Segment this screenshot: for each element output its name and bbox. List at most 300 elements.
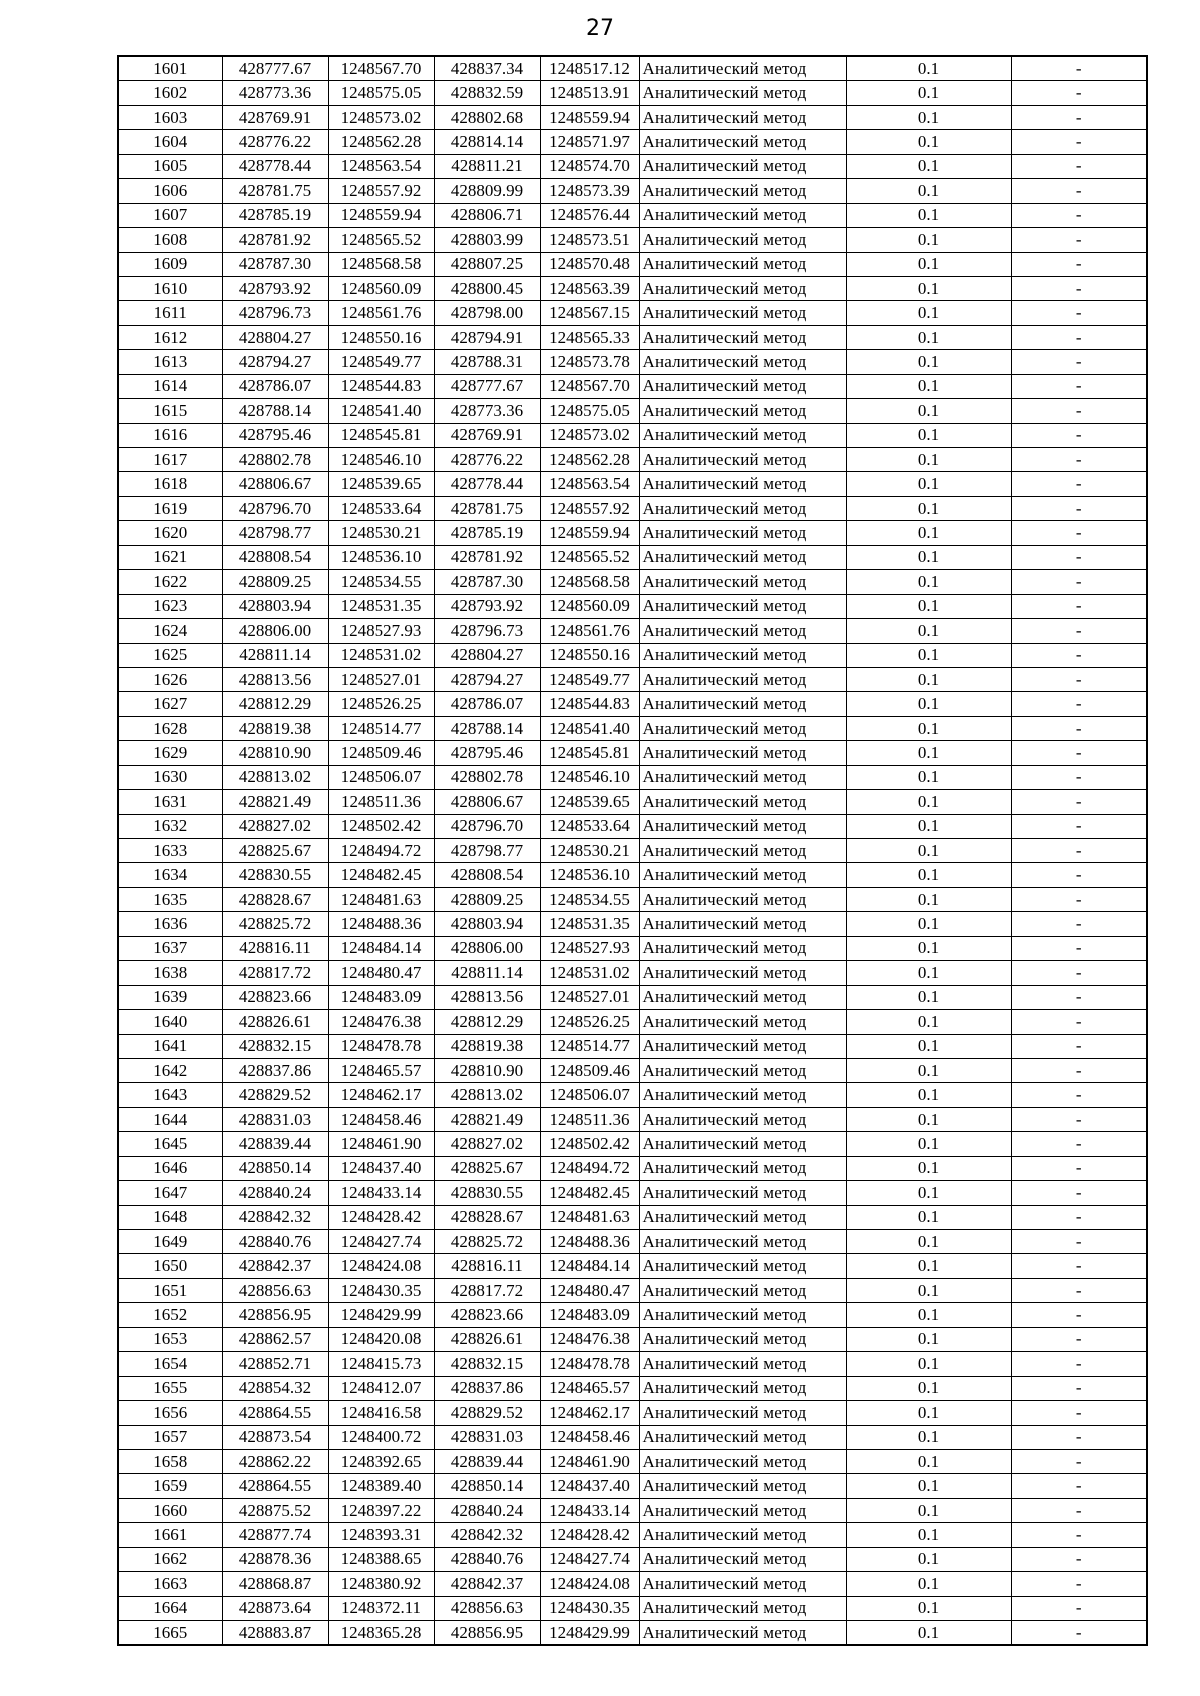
method-cell: Аналитический метод: [639, 423, 846, 447]
y1-cell: 1248458.46: [328, 1107, 434, 1131]
accuracy-cell: 0.1: [846, 350, 1011, 374]
y1-cell: 1248389.40: [328, 1474, 434, 1498]
point-number-cell: 1608: [118, 228, 222, 252]
table-row: [118, 1303, 1147, 1327]
x2-cell: 428842.32: [434, 1523, 540, 1547]
x2-cell: 428796.70: [434, 814, 540, 838]
point-number-cell: 1659: [118, 1474, 222, 1498]
accuracy-cell: 0.1: [846, 790, 1011, 814]
y1-cell: 1248416.58: [328, 1401, 434, 1425]
method-cell: Аналитический метод: [639, 252, 846, 276]
note-cell: -: [1011, 374, 1147, 398]
x1-cell: 428794.27: [222, 350, 328, 374]
y2-cell: 1248562.28: [540, 448, 639, 472]
y1-cell: 1248502.42: [328, 814, 434, 838]
x1-cell: 428854.32: [222, 1376, 328, 1400]
table-row: [118, 1107, 1147, 1131]
point-number-cell: 1607: [118, 203, 222, 227]
method-cell: Аналитический метод: [639, 325, 846, 349]
note-cell: -: [1011, 1205, 1147, 1229]
method-cell: Аналитический метод: [639, 399, 846, 423]
note-cell: -: [1011, 716, 1147, 740]
note-cell: -: [1011, 130, 1147, 154]
x2-cell: 428802.68: [434, 105, 540, 129]
point-number-cell: 1658: [118, 1449, 222, 1473]
x1-cell: 428825.72: [222, 912, 328, 936]
y2-cell: 1248545.81: [540, 741, 639, 765]
point-number-cell: 1635: [118, 887, 222, 911]
method-cell: Аналитический метод: [639, 1181, 846, 1205]
table-row: [118, 1230, 1147, 1254]
x2-cell: 428821.49: [434, 1107, 540, 1131]
x1-cell: 428856.95: [222, 1303, 328, 1327]
accuracy-cell: 0.1: [846, 1621, 1011, 1646]
x1-cell: 428842.32: [222, 1205, 328, 1229]
accuracy-cell: 0.1: [846, 1181, 1011, 1205]
x1-cell: 428813.02: [222, 765, 328, 789]
x2-cell: 428803.99: [434, 228, 540, 252]
accuracy-cell: 0.1: [846, 912, 1011, 936]
y1-cell: 1248562.28: [328, 130, 434, 154]
y1-cell: 1248392.65: [328, 1449, 434, 1473]
accuracy-cell: 0.1: [846, 1327, 1011, 1351]
x1-cell: 428804.27: [222, 325, 328, 349]
note-cell: -: [1011, 56, 1147, 81]
method-cell: Аналитический метод: [639, 1230, 846, 1254]
method-cell: Аналитический метод: [639, 56, 846, 81]
y1-cell: 1248568.58: [328, 252, 434, 276]
table-row: [118, 1547, 1147, 1571]
note-cell: -: [1011, 863, 1147, 887]
x2-cell: 428842.37: [434, 1572, 540, 1596]
point-number-cell: 1626: [118, 667, 222, 691]
y1-cell: 1248527.01: [328, 667, 434, 691]
y2-cell: 1248429.99: [540, 1621, 639, 1646]
note-cell: -: [1011, 619, 1147, 643]
point-number-cell: 1638: [118, 961, 222, 985]
method-cell: Аналитический метод: [639, 1107, 846, 1131]
y2-cell: 1248437.40: [540, 1474, 639, 1498]
note-cell: -: [1011, 154, 1147, 178]
y2-cell: 1248539.65: [540, 790, 639, 814]
x2-cell: 428817.72: [434, 1278, 540, 1302]
x2-cell: 428827.02: [434, 1132, 540, 1156]
y1-cell: 1248412.07: [328, 1376, 434, 1400]
x1-cell: 428862.57: [222, 1327, 328, 1351]
table-row: [118, 448, 1147, 472]
x2-cell: 428806.00: [434, 936, 540, 960]
y2-cell: 1248527.01: [540, 985, 639, 1009]
table-row: [118, 1083, 1147, 1107]
accuracy-cell: 0.1: [846, 1278, 1011, 1302]
method-cell: Аналитический метод: [639, 1254, 846, 1278]
method-cell: Аналитический метод: [639, 1058, 846, 1082]
y1-cell: 1248415.73: [328, 1352, 434, 1376]
x1-cell: 428840.76: [222, 1230, 328, 1254]
table-row: [118, 912, 1147, 936]
method-cell: Аналитический метод: [639, 839, 846, 863]
method-cell: Аналитический метод: [639, 667, 846, 691]
x2-cell: 428800.45: [434, 276, 540, 300]
table-row: [118, 570, 1147, 594]
point-number-cell: 1646: [118, 1156, 222, 1180]
x1-cell: 428785.19: [222, 203, 328, 227]
note-cell: -: [1011, 692, 1147, 716]
table-row: [118, 741, 1147, 765]
method-cell: Аналитический метод: [639, 814, 846, 838]
y1-cell: 1248393.31: [328, 1523, 434, 1547]
y2-cell: 1248541.40: [540, 716, 639, 740]
note-cell: -: [1011, 570, 1147, 594]
y1-cell: 1248420.08: [328, 1327, 434, 1351]
note-cell: -: [1011, 545, 1147, 569]
method-cell: Аналитический метод: [639, 1547, 846, 1571]
x1-cell: 428781.75: [222, 179, 328, 203]
x1-cell: 428832.15: [222, 1034, 328, 1058]
accuracy-cell: 0.1: [846, 1205, 1011, 1229]
accuracy-cell: 0.1: [846, 716, 1011, 740]
y1-cell: 1248514.77: [328, 716, 434, 740]
table-row: [118, 521, 1147, 545]
y1-cell: 1248539.65: [328, 472, 434, 496]
x2-cell: 428816.11: [434, 1254, 540, 1278]
note-cell: -: [1011, 839, 1147, 863]
method-cell: Аналитический метод: [639, 1278, 846, 1302]
table-row: [118, 619, 1147, 643]
method-cell: Аналитический метод: [639, 1621, 846, 1646]
point-number-cell: 1640: [118, 1010, 222, 1034]
x1-cell: 428816.11: [222, 936, 328, 960]
accuracy-cell: 0.1: [846, 130, 1011, 154]
x1-cell: 428864.55: [222, 1401, 328, 1425]
method-cell: Аналитический метод: [639, 1303, 846, 1327]
y2-cell: 1248534.55: [540, 887, 639, 911]
table-row: [118, 105, 1147, 129]
y2-cell: 1248571.97: [540, 130, 639, 154]
table-row: [118, 179, 1147, 203]
y2-cell: 1248573.51: [540, 228, 639, 252]
table-row: [118, 325, 1147, 349]
y2-cell: 1248563.39: [540, 276, 639, 300]
x1-cell: 428809.25: [222, 570, 328, 594]
y1-cell: 1248462.17: [328, 1083, 434, 1107]
y2-cell: 1248433.14: [540, 1498, 639, 1522]
table-row: [118, 472, 1147, 496]
y2-cell: 1248531.02: [540, 961, 639, 985]
accuracy-cell: 0.1: [846, 1523, 1011, 1547]
point-number-cell: 1648: [118, 1205, 222, 1229]
table-row: [118, 1572, 1147, 1596]
y1-cell: 1248380.92: [328, 1572, 434, 1596]
y2-cell: 1248461.90: [540, 1449, 639, 1473]
y1-cell: 1248478.78: [328, 1034, 434, 1058]
method-cell: Аналитический метод: [639, 1205, 846, 1229]
note-cell: -: [1011, 350, 1147, 374]
accuracy-cell: 0.1: [846, 228, 1011, 252]
y1-cell: 1248530.21: [328, 521, 434, 545]
method-cell: Аналитический метод: [639, 619, 846, 643]
accuracy-cell: 0.1: [846, 472, 1011, 496]
table-row: [118, 936, 1147, 960]
x1-cell: 428806.00: [222, 619, 328, 643]
point-number-cell: 1627: [118, 692, 222, 716]
accuracy-cell: 0.1: [846, 374, 1011, 398]
x2-cell: 428811.14: [434, 961, 540, 985]
point-number-cell: 1647: [118, 1181, 222, 1205]
y1-cell: 1248549.77: [328, 350, 434, 374]
x2-cell: 428796.73: [434, 619, 540, 643]
point-number-cell: 1639: [118, 985, 222, 1009]
y2-cell: 1248565.33: [540, 325, 639, 349]
method-cell: Аналитический метод: [639, 130, 846, 154]
accuracy-cell: 0.1: [846, 179, 1011, 203]
note-cell: -: [1011, 1547, 1147, 1571]
table-row: [118, 1034, 1147, 1058]
method-cell: Аналитический метод: [639, 496, 846, 520]
point-number-cell: 1625: [118, 643, 222, 667]
y1-cell: 1248536.10: [328, 545, 434, 569]
method-cell: Аналитический метод: [639, 1596, 846, 1620]
table-row: [118, 839, 1147, 863]
x2-cell: 428788.31: [434, 350, 540, 374]
accuracy-cell: 0.1: [846, 985, 1011, 1009]
accuracy-cell: 0.1: [846, 1107, 1011, 1131]
x1-cell: 428802.78: [222, 448, 328, 472]
method-cell: Аналитический метод: [639, 1425, 846, 1449]
table-row: [118, 496, 1147, 520]
note-cell: -: [1011, 790, 1147, 814]
x2-cell: 428785.19: [434, 521, 540, 545]
note-cell: -: [1011, 1498, 1147, 1522]
y2-cell: 1248549.77: [540, 667, 639, 691]
x1-cell: 428773.36: [222, 81, 328, 105]
accuracy-cell: 0.1: [846, 399, 1011, 423]
table-row: [118, 1352, 1147, 1376]
x2-cell: 428788.14: [434, 716, 540, 740]
x2-cell: 428832.59: [434, 81, 540, 105]
note-cell: -: [1011, 1401, 1147, 1425]
accuracy-cell: 0.1: [846, 301, 1011, 325]
note-cell: -: [1011, 1327, 1147, 1351]
point-number-cell: 1663: [118, 1572, 222, 1596]
method-cell: Аналитический метод: [639, 1401, 846, 1425]
x1-cell: 428839.44: [222, 1132, 328, 1156]
point-number-cell: 1610: [118, 276, 222, 300]
y2-cell: 1248565.52: [540, 545, 639, 569]
method-cell: Аналитический метод: [639, 790, 846, 814]
x2-cell: 428837.86: [434, 1376, 540, 1400]
note-cell: -: [1011, 1107, 1147, 1131]
method-cell: Аналитический метод: [639, 863, 846, 887]
table-row: [118, 1449, 1147, 1473]
method-cell: Аналитический метод: [639, 179, 846, 203]
point-number-cell: 1637: [118, 936, 222, 960]
point-number-cell: 1601: [118, 56, 222, 81]
y1-cell: 1248546.10: [328, 448, 434, 472]
method-cell: Аналитический метод: [639, 716, 846, 740]
x1-cell: 428811.14: [222, 643, 328, 667]
x2-cell: 428810.90: [434, 1058, 540, 1082]
x2-cell: 428803.94: [434, 912, 540, 936]
table-row: [118, 765, 1147, 789]
note-cell: -: [1011, 252, 1147, 276]
method-cell: Аналитический метод: [639, 643, 846, 667]
note-cell: -: [1011, 1474, 1147, 1498]
y1-cell: 1248482.45: [328, 863, 434, 887]
table-row: [118, 1376, 1147, 1400]
point-number-cell: 1664: [118, 1596, 222, 1620]
method-cell: Аналитический метод: [639, 374, 846, 398]
y2-cell: 1248430.35: [540, 1596, 639, 1620]
x1-cell: 428813.56: [222, 667, 328, 691]
y2-cell: 1248484.14: [540, 1254, 639, 1278]
x2-cell: 428793.92: [434, 594, 540, 618]
method-cell: Аналитический метод: [639, 1352, 846, 1376]
x1-cell: 428883.87: [222, 1621, 328, 1646]
y2-cell: 1248506.07: [540, 1083, 639, 1107]
y1-cell: 1248484.14: [328, 936, 434, 960]
note-cell: -: [1011, 1303, 1147, 1327]
x2-cell: 428773.36: [434, 399, 540, 423]
x1-cell: 428812.29: [222, 692, 328, 716]
point-number-cell: 1604: [118, 130, 222, 154]
x1-cell: 428873.64: [222, 1596, 328, 1620]
accuracy-cell: 0.1: [846, 643, 1011, 667]
note-cell: -: [1011, 276, 1147, 300]
accuracy-cell: 0.1: [846, 203, 1011, 227]
x2-cell: 428806.67: [434, 790, 540, 814]
point-number-cell: 1618: [118, 472, 222, 496]
note-cell: -: [1011, 1596, 1147, 1620]
note-cell: -: [1011, 961, 1147, 985]
point-number-cell: 1656: [118, 1401, 222, 1425]
table-row: [118, 1474, 1147, 1498]
y2-cell: 1248574.70: [540, 154, 639, 178]
y2-cell: 1248570.48: [540, 252, 639, 276]
method-cell: Аналитический метод: [639, 105, 846, 129]
note-cell: -: [1011, 1352, 1147, 1376]
note-cell: -: [1011, 814, 1147, 838]
y2-cell: 1248559.94: [540, 521, 639, 545]
accuracy-cell: 0.1: [846, 448, 1011, 472]
accuracy-cell: 0.1: [846, 1010, 1011, 1034]
note-cell: -: [1011, 1034, 1147, 1058]
method-cell: Аналитический метод: [639, 545, 846, 569]
point-number-cell: 1665: [118, 1621, 222, 1646]
table-row: [118, 887, 1147, 911]
accuracy-cell: 0.1: [846, 1425, 1011, 1449]
x1-cell: 428817.72: [222, 961, 328, 985]
method-cell: Аналитический метод: [639, 912, 846, 936]
table-row: [118, 81, 1147, 105]
table-row: [118, 276, 1147, 300]
point-number-cell: 1660: [118, 1498, 222, 1522]
y1-cell: 1248481.63: [328, 887, 434, 911]
x1-cell: 428777.67: [222, 56, 328, 81]
table-row: [118, 692, 1147, 716]
method-cell: Аналитический метод: [639, 81, 846, 105]
note-cell: -: [1011, 741, 1147, 765]
point-number-cell: 1649: [118, 1230, 222, 1254]
x1-cell: 428806.67: [222, 472, 328, 496]
x2-cell: 428831.03: [434, 1425, 540, 1449]
y2-cell: 1248527.93: [540, 936, 639, 960]
x2-cell: 428781.75: [434, 496, 540, 520]
point-number-cell: 1614: [118, 374, 222, 398]
table-row: [118, 985, 1147, 1009]
accuracy-cell: 0.1: [846, 814, 1011, 838]
y1-cell: 1248433.14: [328, 1181, 434, 1205]
x2-cell: 428813.56: [434, 985, 540, 1009]
point-number-cell: 1628: [118, 716, 222, 740]
table-row: [118, 1596, 1147, 1620]
y1-cell: 1248427.74: [328, 1230, 434, 1254]
method-cell: Аналитический метод: [639, 1474, 846, 1498]
table-row: [118, 1425, 1147, 1449]
method-cell: Аналитический метод: [639, 154, 846, 178]
y2-cell: 1248465.57: [540, 1376, 639, 1400]
method-cell: Аналитический метод: [639, 1376, 846, 1400]
note-cell: -: [1011, 228, 1147, 252]
point-number-cell: 1632: [118, 814, 222, 838]
accuracy-cell: 0.1: [846, 276, 1011, 300]
accuracy-cell: 0.1: [846, 594, 1011, 618]
y2-cell: 1248513.91: [540, 81, 639, 105]
y1-cell: 1248573.02: [328, 105, 434, 129]
note-cell: -: [1011, 301, 1147, 325]
x2-cell: 428828.67: [434, 1205, 540, 1229]
y2-cell: 1248427.74: [540, 1547, 639, 1571]
y1-cell: 1248372.11: [328, 1596, 434, 1620]
y2-cell: 1248424.08: [540, 1572, 639, 1596]
x1-cell: 428831.03: [222, 1107, 328, 1131]
accuracy-cell: 0.1: [846, 741, 1011, 765]
y2-cell: 1248573.39: [540, 179, 639, 203]
note-cell: -: [1011, 105, 1147, 129]
x2-cell: 428830.55: [434, 1181, 540, 1205]
x1-cell: 428795.46: [222, 423, 328, 447]
note-cell: -: [1011, 179, 1147, 203]
method-cell: Аналитический метод: [639, 692, 846, 716]
point-number-cell: 1629: [118, 741, 222, 765]
y2-cell: 1248482.45: [540, 1181, 639, 1205]
table-row: [118, 374, 1147, 398]
x1-cell: 428875.52: [222, 1498, 328, 1522]
note-cell: -: [1011, 1058, 1147, 1082]
y1-cell: 1248509.46: [328, 741, 434, 765]
y2-cell: 1248483.09: [540, 1303, 639, 1327]
y2-cell: 1248567.15: [540, 301, 639, 325]
y1-cell: 1248424.08: [328, 1254, 434, 1278]
x2-cell: 428811.21: [434, 154, 540, 178]
y2-cell: 1248544.83: [540, 692, 639, 716]
accuracy-cell: 0.1: [846, 692, 1011, 716]
y1-cell: 1248545.81: [328, 423, 434, 447]
note-cell: -: [1011, 496, 1147, 520]
x1-cell: 428798.77: [222, 521, 328, 545]
y1-cell: 1248534.55: [328, 570, 434, 594]
accuracy-cell: 0.1: [846, 1083, 1011, 1107]
y1-cell: 1248388.65: [328, 1547, 434, 1571]
x1-cell: 428828.67: [222, 887, 328, 911]
x1-cell: 428796.73: [222, 301, 328, 325]
accuracy-cell: 0.1: [846, 521, 1011, 545]
method-cell: Аналитический метод: [639, 570, 846, 594]
point-number-cell: 1609: [118, 252, 222, 276]
x1-cell: 428786.07: [222, 374, 328, 398]
note-cell: -: [1011, 887, 1147, 911]
table-row: [118, 203, 1147, 227]
